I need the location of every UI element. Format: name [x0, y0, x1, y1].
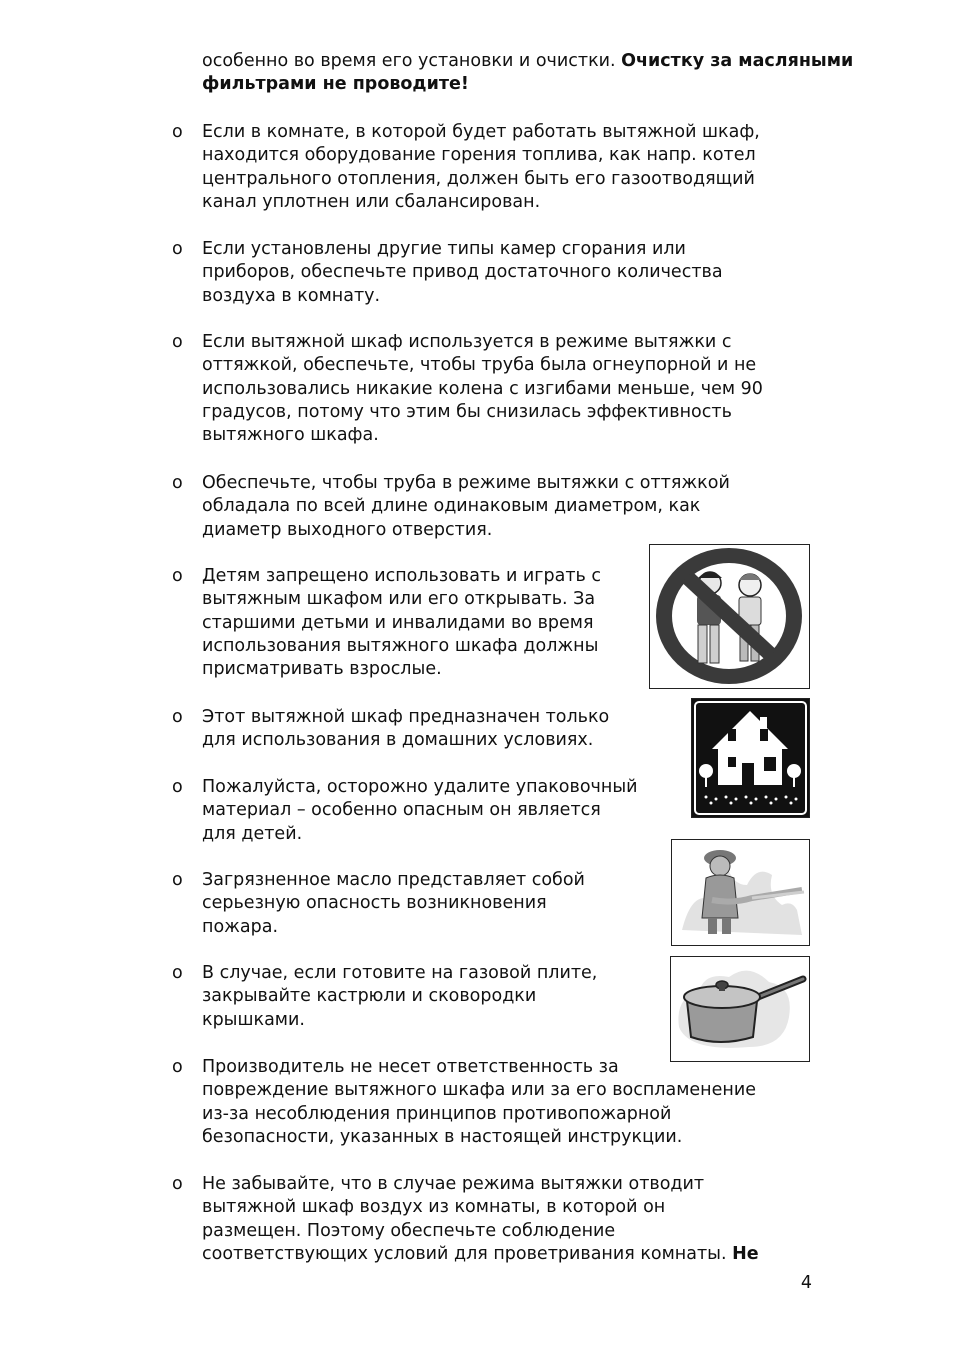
- item-line: для использования в домашних условиях.: [202, 730, 594, 751]
- item-line: диаметр выходного отверстия.: [202, 519, 493, 540]
- firefighter-icon: [671, 839, 810, 946]
- item-line: обладала по всей длине одинаковым диаметром, как: [202, 496, 701, 517]
- bullet-marker: o: [172, 566, 183, 586]
- item-line: оттяжкой, обеспечьте, чтобы труба была огнеупорной и не: [202, 355, 757, 376]
- bullet-marker: o: [172, 332, 183, 352]
- item-line: для детей.: [202, 823, 303, 844]
- house-icon: [691, 698, 810, 818]
- list-item: [202, 1056, 756, 1149]
- bullet-marker: o: [172, 1057, 183, 1077]
- item-line: пожара.: [202, 916, 279, 937]
- list-item: [202, 869, 585, 939]
- bullet-marker: o: [172, 963, 183, 983]
- item-line: серьезную опасность возникновения: [202, 893, 547, 914]
- item-line: материал – особенно опасным он является: [202, 800, 601, 821]
- item-bold-tail: Не: [732, 1243, 759, 1264]
- intro-paragraph: [202, 50, 954, 97]
- item-line: Этот вытяжной шкаф предназначен только: [202, 707, 610, 727]
- list-item: [202, 776, 638, 846]
- list-item: [202, 1173, 759, 1266]
- item-line: размещен. Поэтому обеспечьте соблюдение: [202, 1220, 616, 1241]
- item-line: находится оборудование горения топлива, как напр. котел: [202, 145, 756, 166]
- item-line: вытяжным шкафом или его открывать. За: [202, 589, 596, 610]
- item-line: Обеспечьте, чтобы труба в режиме вытяжки с оттяжкой: [202, 473, 730, 493]
- bullet-marker: o: [172, 777, 183, 797]
- saucepan-icon: [670, 956, 810, 1062]
- item-line: старшими детьми и инвалидами во время: [202, 612, 594, 633]
- list-item: [202, 121, 760, 214]
- intro-text: особенно во время его установки и очистки.: [202, 51, 622, 71]
- item-line: использования вытяжного шкафа должны: [202, 635, 599, 656]
- no-children-sign-icon: [649, 544, 810, 689]
- item-line: Загрязненное масло представляет собой: [202, 870, 585, 890]
- item-line: Если вытяжной шкаф используется в режиме вытяжки с: [202, 332, 732, 352]
- item-line: закрывайте кастрюли и сковородки: [202, 986, 537, 1007]
- item-line: Если установлены другие типы камер сгорания или: [202, 239, 686, 259]
- item-line: [202, 1243, 759, 1266]
- intro-bold-warning: Очистку за масляными фильтрами не проводите!: [202, 51, 854, 95]
- item-line: Пожалуйста, осторожно удалите упаковочный: [202, 777, 638, 797]
- bullet-marker: o: [172, 870, 183, 890]
- item-line-text: соответствующих условий для проветривания комнаты.: [202, 1243, 733, 1264]
- bullet-marker: o: [172, 473, 183, 493]
- list-item: [202, 472, 730, 542]
- item-line: вытяжной шкаф воздух из комнаты, в которой он: [202, 1197, 666, 1218]
- bullet-marker: o: [172, 122, 183, 142]
- item-line: присматривать взрослые.: [202, 659, 442, 680]
- item-line: Детям запрещено использовать и играть с: [202, 566, 602, 586]
- item-line: вытяжного шкафа.: [202, 425, 379, 446]
- item-line: из-за несоблюдения принципов противопожарной: [202, 1103, 672, 1124]
- bullet-marker: o: [172, 1174, 183, 1194]
- list-item: [202, 238, 723, 308]
- list-item: [202, 331, 763, 447]
- list-item: [202, 565, 601, 681]
- item-line: использовались никакие колена с изгибами меньше, чем 90: [202, 378, 763, 399]
- item-line: безопасности, указанных в настоящей инструкции.: [202, 1126, 683, 1147]
- item-line: повреждение вытяжного шкафа или за его воспламенение: [202, 1080, 756, 1101]
- item-line: крышками.: [202, 1009, 305, 1030]
- page-number: 4: [800, 1273, 812, 1293]
- list-item: [202, 706, 609, 753]
- item-line: воздуха в комнату.: [202, 285, 381, 306]
- item-line: Если в комнате, в которой будет работать вытяжной шкаф,: [202, 122, 760, 142]
- item-line: канал уплотнен или сбалансирован.: [202, 191, 541, 212]
- bullet-marker: o: [172, 239, 183, 259]
- item-line: градусов, потому что этим бы снизилась эффективность: [202, 401, 732, 422]
- item-line: приборов, обеспечьте привод достаточного количества: [202, 262, 723, 283]
- item-line: центрального отопления, должен быть его газоотводящий: [202, 168, 755, 189]
- bullet-marker: o: [172, 707, 183, 727]
- item-line: Производитель не несет ответственность за: [202, 1057, 619, 1077]
- list-item: [202, 962, 597, 1032]
- item-line: В случае, если готовите на газовой плите,: [202, 963, 598, 983]
- item-line: Не забывайте, что в случае режима вытяжки отводит: [202, 1174, 705, 1194]
